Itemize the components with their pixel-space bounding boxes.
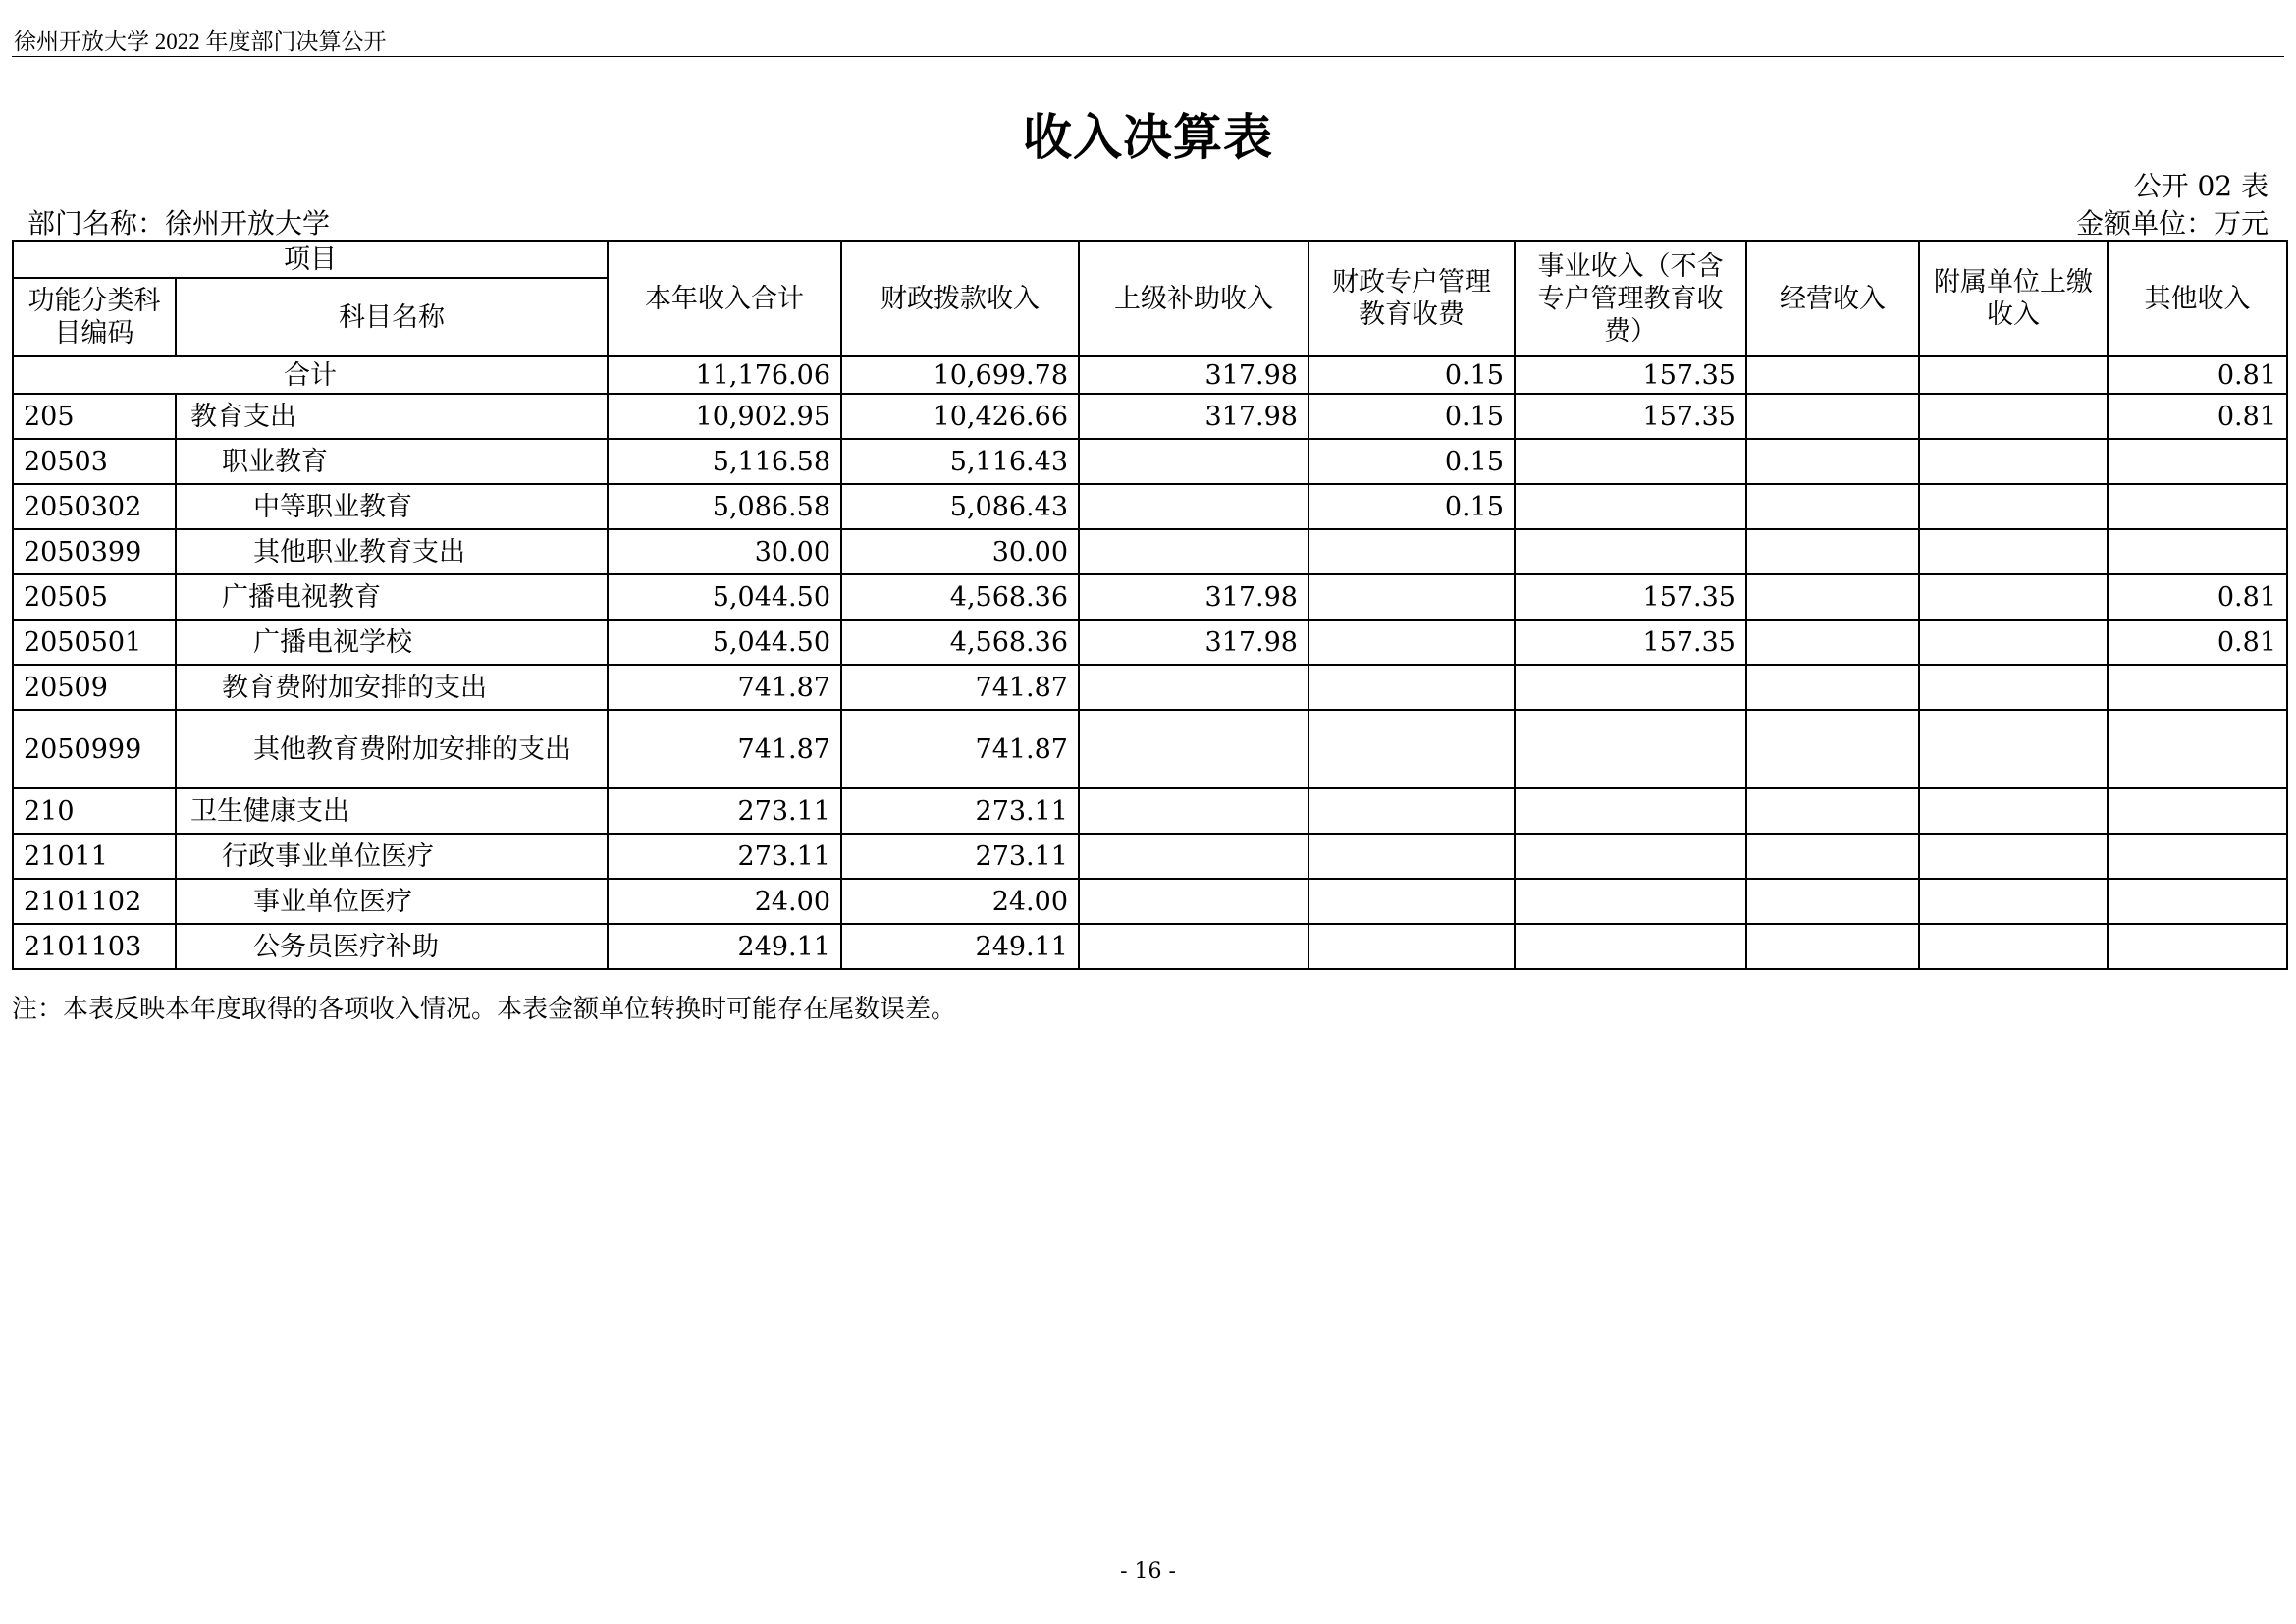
row-total: 30.00 — [608, 529, 841, 574]
income-table — [12, 240, 2288, 970]
total-other: 0.81 — [2108, 356, 2287, 394]
header-total: 本年收入合计 — [608, 241, 841, 356]
row-fiscal: 30.00 — [841, 529, 1079, 574]
row-name: 中等职业教育 — [176, 484, 608, 529]
row-total: 273.11 — [608, 834, 841, 879]
table-row — [13, 665, 2287, 710]
row-other: 0.81 — [2108, 574, 2287, 620]
row-affiliate — [1919, 834, 2108, 879]
row-total: 249.11 — [608, 924, 841, 969]
row-other — [2108, 439, 2287, 484]
row-special-edu — [1308, 710, 1515, 788]
row-fiscal: 741.87 — [841, 710, 1079, 788]
row-superior — [1079, 710, 1308, 788]
row-name: 广播电视学校 — [176, 620, 608, 665]
row-name: 卫生健康支出 — [176, 788, 608, 834]
page-title: 收入决算表 — [1023, 109, 1273, 166]
row-superior — [1079, 484, 1308, 529]
header-special-edu: 财政专户管理教育收费 — [1308, 241, 1515, 356]
row-total: 741.87 — [608, 710, 841, 788]
table-row — [13, 879, 2287, 924]
row-code: 2050399 — [13, 529, 176, 574]
row-total: 273.11 — [608, 788, 841, 834]
total-operating — [1746, 356, 1919, 394]
table-row — [13, 574, 2287, 620]
row-code: 205 — [13, 394, 176, 439]
row-business: 157.35 — [1515, 394, 1746, 439]
row-affiliate — [1919, 924, 2108, 969]
header-fiscal: 财政拨款收入 — [841, 241, 1079, 356]
row-operating — [1746, 788, 1919, 834]
table-row — [13, 394, 2287, 439]
row-operating — [1746, 394, 1919, 439]
row-affiliate — [1919, 788, 2108, 834]
row-affiliate — [1919, 574, 2108, 620]
total-fiscal: 10,699.78 — [841, 356, 1079, 394]
row-business — [1515, 529, 1746, 574]
row-business — [1515, 834, 1746, 879]
row-fiscal: 10,426.66 — [841, 394, 1079, 439]
row-business: 157.35 — [1515, 574, 1746, 620]
row-fiscal: 4,568.36 — [841, 620, 1079, 665]
header-other: 其他收入 — [2108, 241, 2287, 356]
row-superior — [1079, 788, 1308, 834]
running-header: 徐州开放大学 2022 年度部门决算公开 — [14, 29, 387, 54]
row-special-edu: 0.15 — [1308, 439, 1515, 484]
row-business — [1515, 788, 1746, 834]
row-special-edu — [1308, 924, 1515, 969]
header-row — [13, 241, 2287, 278]
row-superior: 317.98 — [1079, 574, 1308, 620]
row-other — [2108, 788, 2287, 834]
table-note: 注：本表反映本年度取得的各项收入情况。本表金额单位转换时可能存在尾数误差。 — [12, 995, 957, 1024]
total-total: 11,176.06 — [608, 356, 841, 394]
row-code: 2050999 — [13, 710, 176, 788]
row-special-edu — [1308, 574, 1515, 620]
row-name: 教育费附加安排的支出 — [176, 665, 608, 710]
row-superior — [1079, 439, 1308, 484]
row-name: 公务员医疗补助 — [176, 924, 608, 969]
row-total: 10,902.95 — [608, 394, 841, 439]
row-code: 20505 — [13, 574, 176, 620]
row-name: 其他职业教育支出 — [176, 529, 608, 574]
table-row — [13, 710, 2287, 788]
total-business: 157.35 — [1515, 356, 1746, 394]
table-row — [13, 620, 2287, 665]
row-other — [2108, 529, 2287, 574]
row-other — [2108, 924, 2287, 969]
row-fiscal: 273.11 — [841, 788, 1079, 834]
row-special-edu — [1308, 879, 1515, 924]
header-business: 事业收入（不含专户管理教育收费） — [1515, 241, 1746, 356]
row-affiliate — [1919, 710, 2108, 788]
table-row — [13, 924, 2287, 969]
row-special-edu — [1308, 620, 1515, 665]
row-business — [1515, 484, 1746, 529]
row-total: 741.87 — [608, 665, 841, 710]
row-name: 职业教育 — [176, 439, 608, 484]
row-special-edu — [1308, 665, 1515, 710]
row-affiliate — [1919, 484, 2108, 529]
total-superior: 317.98 — [1079, 356, 1308, 394]
row-affiliate — [1919, 665, 2108, 710]
row-other — [2108, 834, 2287, 879]
row-code: 20503 — [13, 439, 176, 484]
row-other — [2108, 665, 2287, 710]
row-fiscal: 741.87 — [841, 665, 1079, 710]
header-code: 功能分类科目编码 — [13, 278, 176, 356]
row-operating — [1746, 529, 1919, 574]
table-row — [13, 834, 2287, 879]
row-superior — [1079, 834, 1308, 879]
row-operating — [1746, 439, 1919, 484]
row-total: 24.00 — [608, 879, 841, 924]
row-special-edu: 0.15 — [1308, 484, 1515, 529]
table-row — [13, 484, 2287, 529]
page-number: - 16 - — [1120, 1559, 1176, 1584]
row-total: 5,116.58 — [608, 439, 841, 484]
row-affiliate — [1919, 439, 2108, 484]
row-fiscal: 4,568.36 — [841, 574, 1079, 620]
row-name: 事业单位医疗 — [176, 879, 608, 924]
header-superior: 上级补助收入 — [1079, 241, 1308, 356]
row-special-edu — [1308, 834, 1515, 879]
row-superior — [1079, 879, 1308, 924]
row-business — [1515, 710, 1746, 788]
row-name: 教育支出 — [176, 394, 608, 439]
row-operating — [1746, 484, 1919, 529]
row-total: 5,044.50 — [608, 574, 841, 620]
row-operating — [1746, 620, 1919, 665]
header-name: 科目名称 — [176, 278, 608, 356]
row-operating — [1746, 834, 1919, 879]
row-code: 21011 — [13, 834, 176, 879]
row-other: 0.81 — [2108, 620, 2287, 665]
row-affiliate — [1919, 879, 2108, 924]
table-row — [13, 439, 2287, 484]
row-affiliate — [1919, 620, 2108, 665]
row-fiscal: 249.11 — [841, 924, 1079, 969]
header-rule — [12, 56, 2284, 57]
row-code: 20509 — [13, 665, 176, 710]
row-code: 2101102 — [13, 879, 176, 924]
header-project: 项目 — [13, 241, 608, 278]
row-total: 5,086.58 — [608, 484, 841, 529]
row-other — [2108, 879, 2287, 924]
header-operating: 经营收入 — [1746, 241, 1919, 356]
row-affiliate — [1919, 394, 2108, 439]
row-operating — [1746, 665, 1919, 710]
row-code: 2050501 — [13, 620, 176, 665]
row-fiscal: 24.00 — [841, 879, 1079, 924]
row-superior: 317.98 — [1079, 394, 1308, 439]
total-special-edu: 0.15 — [1308, 356, 1515, 394]
row-affiliate — [1919, 529, 2108, 574]
row-business — [1515, 665, 1746, 710]
total-affiliate — [1919, 356, 2108, 394]
row-superior — [1079, 924, 1308, 969]
row-special-edu: 0.15 — [1308, 394, 1515, 439]
total-row — [13, 356, 2287, 394]
row-business: 157.35 — [1515, 620, 1746, 665]
row-superior — [1079, 665, 1308, 710]
row-total: 5,044.50 — [608, 620, 841, 665]
table-number: 公开 02 表 — [2133, 170, 2269, 202]
amount-unit: 金额单位：万元 — [2075, 207, 2269, 240]
row-code: 210 — [13, 788, 176, 834]
row-business — [1515, 439, 1746, 484]
row-fiscal: 5,086.43 — [841, 484, 1079, 529]
row-name: 其他教育费附加安排的支出 — [176, 710, 608, 788]
row-code: 2101103 — [13, 924, 176, 969]
table-row — [13, 529, 2287, 574]
row-operating — [1746, 924, 1919, 969]
row-other — [2108, 484, 2287, 529]
row-operating — [1746, 710, 1919, 788]
row-name: 广播电视教育 — [176, 574, 608, 620]
header-affiliate: 附属单位上缴收入 — [1919, 241, 2108, 356]
row-special-edu — [1308, 788, 1515, 834]
row-other — [2108, 710, 2287, 788]
row-name: 行政事业单位医疗 — [176, 834, 608, 879]
row-business — [1515, 879, 1746, 924]
row-superior — [1079, 529, 1308, 574]
row-operating — [1746, 879, 1919, 924]
row-code: 2050302 — [13, 484, 176, 529]
row-other: 0.81 — [2108, 394, 2287, 439]
row-business — [1515, 924, 1746, 969]
table-row — [13, 788, 2287, 834]
row-operating — [1746, 574, 1919, 620]
total-label: 合计 — [13, 356, 608, 394]
row-fiscal: 273.11 — [841, 834, 1079, 879]
department-name: 部门名称：徐州开放大学 — [27, 207, 331, 240]
row-special-edu — [1308, 529, 1515, 574]
row-superior: 317.98 — [1079, 620, 1308, 665]
row-fiscal: 5,116.43 — [841, 439, 1079, 484]
